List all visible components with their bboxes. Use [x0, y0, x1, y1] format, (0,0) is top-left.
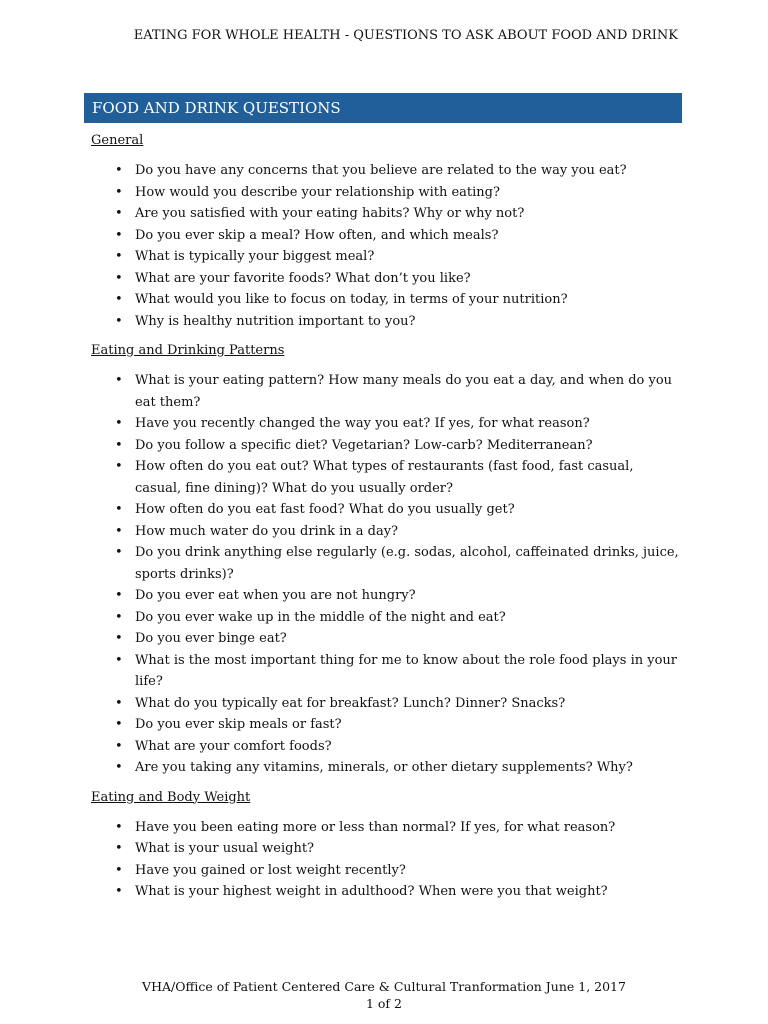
question-text: Do you ever skip meals or fast? [135, 717, 342, 732]
question-text: Do you ever wake up in the middle of the night and eat? [135, 609, 506, 625]
bullet-icon: • [115, 437, 123, 453]
list-item [91, 435, 681, 457]
list-item [91, 289, 681, 311]
bullet-icon: • [115, 695, 123, 711]
question-text: What is your highest weight in adulthood? When were you that weight? [135, 884, 608, 899]
question-text: How much water do you drink in a day? [135, 523, 399, 539]
section-banner: FOOD AND DRINK QUESTIONS [84, 93, 682, 123]
question-text: Have you recently changed the way you eat? If yes, for what reason? [135, 416, 590, 431]
list-item [91, 542, 681, 585]
question-list [91, 817, 681, 903]
page-footer [0, 978, 768, 1012]
footer-credit: VHA/Office of Patient Centered Care & Cultural Tranformation June 1, 2017 [142, 979, 626, 994]
question-text: What are your favorite foods? What don’t you like? [135, 270, 471, 286]
bullet-icon: • [115, 588, 123, 603]
question-text: How often do you eat fast food? What do you usually get? [135, 502, 515, 517]
question-text: What is typically your biggest meal? [135, 249, 375, 264]
list-item [91, 413, 681, 435]
section-title: Eating and Drinking Patterns [91, 343, 285, 358]
question-text: Do you ever skip a meal? How often, and which meals? [135, 227, 499, 243]
bullet-icon: • [115, 760, 123, 775]
bullet-icon: • [115, 459, 123, 474]
list-item [91, 456, 681, 499]
list-item [91, 714, 681, 736]
list-item [91, 585, 681, 607]
question-text: Do you ever eat when you are not hungry? [135, 588, 416, 603]
bullet-icon: • [115, 227, 123, 243]
question-text: Are you taking any vitamins, minerals, or other dietary supplements? Why? [135, 760, 633, 775]
bullet-icon: • [115, 819, 123, 835]
question-text: What is your eating pattern? How many meals do you eat a day, and when do you eat them? [135, 373, 673, 410]
bullet-icon: • [115, 631, 123, 646]
question-text: Have you been eating more or less than normal? If yes, for what reason? [135, 819, 616, 835]
section-title: General [91, 133, 144, 148]
list-item [91, 881, 681, 903]
list-item [91, 757, 681, 779]
list-item [91, 693, 681, 715]
bullet-icon: • [115, 373, 123, 388]
bullet-icon: • [115, 292, 123, 307]
bullet-icon: • [115, 862, 123, 878]
bullet-icon: • [115, 884, 123, 899]
question-text: Do you have any concerns that you believe are related to the way you eat? [135, 163, 627, 178]
question-text: How often do you eat out? What types of restaurants (fast food, fast casual, casual, fine dining)? What do you usually order? [135, 459, 634, 496]
question-text: Are you satisfied with your eating habits? Why or why not? [135, 206, 525, 221]
bullet-icon: • [115, 717, 123, 732]
bullet-icon: • [115, 270, 123, 286]
question-content [91, 132, 681, 913]
question-text: What is the most important thing for me to know about the role food plays in your life? [135, 652, 677, 689]
question-list [91, 160, 681, 332]
list-item [91, 650, 681, 693]
bullet-icon: • [115, 523, 123, 539]
list-item [91, 182, 681, 204]
list-item [91, 521, 681, 543]
bullet-icon: • [115, 184, 123, 200]
bullet-icon: • [115, 206, 123, 221]
bullet-icon: • [115, 313, 123, 329]
bullet-icon: • [115, 249, 123, 264]
question-text: Do you ever binge eat? [135, 631, 287, 646]
section-eating-body-weight [91, 789, 681, 903]
question-text: Do you follow a specific diet? Vegetarian? Low-carb? Mediterranean? [135, 437, 593, 453]
bullet-icon: • [115, 163, 123, 178]
question-text: Have you gained or lost weight recently? [135, 862, 406, 878]
question-text: What is your usual weight? [135, 841, 315, 856]
question-text: Do you drink anything else regularly (e.g. sodas, alcohol, caffeinated drinks, juice, sports drinks)? [135, 545, 679, 582]
page-number: 1 of 2 [365, 996, 402, 1011]
question-text: What do you typically eat for breakfast? Lunch? Dinner? Snacks? [135, 695, 566, 711]
bullet-icon: • [115, 841, 123, 856]
question-list [91, 370, 681, 779]
list-item [91, 860, 681, 882]
bullet-icon: • [115, 545, 123, 560]
list-item [91, 246, 681, 268]
list-item [91, 499, 681, 521]
bullet-icon: • [115, 502, 123, 517]
bullet-icon: • [115, 609, 123, 625]
bullet-icon: • [115, 738, 123, 754]
list-item [91, 225, 681, 247]
list-item [91, 838, 681, 860]
list-item [91, 160, 681, 182]
list-item [91, 268, 681, 290]
bullet-icon: • [115, 652, 123, 668]
list-item [91, 817, 681, 839]
bullet-icon: • [115, 416, 123, 431]
page-header: EATING FOR WHOLE HEALTH - QUESTIONS TO ASK ABOUT FOOD AND DRINK [133, 28, 678, 43]
question-text: What would you like to focus on today, in terms of your nutrition? [135, 292, 568, 307]
section-general [91, 132, 681, 332]
question-text: Why is healthy nutrition important to you? [135, 313, 416, 329]
list-item [91, 628, 681, 650]
list-item [91, 203, 681, 225]
section-eating-drinking-patterns [91, 342, 681, 779]
section-title: Eating and Body Weight [91, 789, 251, 805]
list-item [91, 736, 681, 758]
list-item [91, 370, 681, 413]
list-item [91, 607, 681, 629]
list-item [91, 311, 681, 333]
question-text: How would you describe your relationship with eating? [135, 184, 500, 200]
question-text: What are your comfort foods? [135, 738, 332, 754]
